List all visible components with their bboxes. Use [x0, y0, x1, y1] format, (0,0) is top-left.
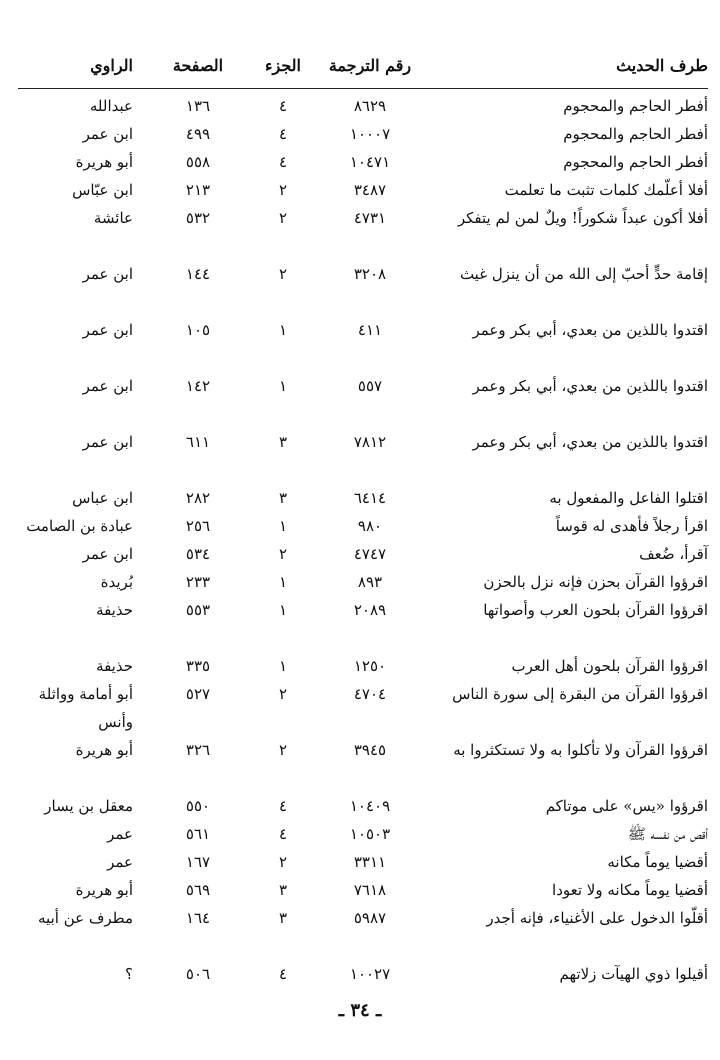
table-row: [18, 652, 708, 680]
cell-safha: ١٤٤: [185, 265, 211, 283]
cell-safha: ١٣٦: [185, 97, 211, 115]
cell-tarjama: ٦٤١٤: [353, 489, 387, 507]
cell-hadith: اقتدوا باللذين من بعدي، أبي بكر وعمر: [472, 321, 708, 339]
cell-rawi: أبو أمامة وواثلة وأنس: [38, 685, 133, 731]
cell-rawi: أبو هريرة: [75, 153, 133, 171]
cell-rawi: ابن عمر: [82, 377, 133, 395]
cell-tarjama: ٣٢٠٨: [353, 265, 387, 283]
cell-hadith: أقضيا يوماً مكانه: [607, 853, 708, 871]
table-row: [18, 204, 708, 260]
cell-juz: ٣: [278, 881, 288, 899]
cell-hadith: اقرؤوا القرآن ولا تأكلوا به ولا تستكثروا به: [453, 741, 708, 759]
cell-hadith: اقتلوا الفاعل والمفعول به: [549, 489, 708, 507]
table-row: [18, 736, 708, 792]
cell-hadith: أقيلوا ذوي الهيآت زلاتهم: [559, 965, 708, 983]
cell-rawi: عائشة: [93, 209, 133, 227]
cell-hadith: آقرأ، ضُعف: [639, 545, 708, 563]
table-row: [18, 176, 708, 204]
cell-tarjama: ٤١١: [357, 321, 383, 339]
table-row: [18, 372, 708, 428]
cell-hadith: أفطر الحاجم والمحجوم: [563, 97, 708, 115]
cell-juz: ١: [278, 657, 288, 675]
cell-juz: ٤: [278, 797, 288, 815]
cell-hadith: أقص من نفسه ﷺ: [627, 825, 708, 843]
cell-tarjama: ١٠٠٢٧: [349, 965, 391, 983]
cell-hadith: اقتدوا باللذين من بعدي، أبي بكر وعمر: [472, 377, 708, 395]
header-safha: الصفحة: [172, 56, 224, 75]
table-body: [18, 92, 708, 988]
cell-tarjama: ١٠٤٠٩: [349, 797, 391, 815]
cell-tarjama: ١٢٥٠: [353, 657, 387, 675]
cell-rawi: عمر: [107, 825, 133, 843]
cell-safha: ٥٠٦: [185, 965, 211, 983]
cell-rawi: بُريدة: [100, 573, 133, 591]
cell-tarjama: ٤٧٠٤: [353, 685, 387, 703]
cell-rawi: ابن عمر: [82, 433, 133, 451]
table-row: [18, 428, 708, 484]
cell-hadith: اقتدوا باللذين من بعدي، أبي بكر وعمر: [472, 433, 708, 451]
cell-tarjama: ٣٣١١: [353, 853, 387, 871]
table-header: [18, 50, 708, 82]
cell-juz: ١: [278, 601, 288, 619]
table-row: [18, 148, 708, 176]
cell-juz: ٤: [278, 965, 288, 983]
cell-rawi: ؟: [125, 965, 133, 983]
cell-hadith: أقضيا يوماً مكانه ولا تعودا: [552, 881, 708, 899]
cell-rawi: ابن عمر: [82, 125, 133, 143]
cell-tarjama: ٩٨٠: [357, 517, 383, 535]
cell-tarjama: ٥٥٧: [357, 377, 383, 395]
cell-juz: ٤: [278, 97, 288, 115]
cell-rawi: عبدالله: [89, 97, 133, 115]
table-row: [18, 848, 708, 876]
table-row: [18, 568, 708, 596]
cell-safha: ٢١٣: [185, 181, 211, 199]
table-row: [18, 904, 708, 960]
cell-juz: ٤: [278, 125, 288, 143]
cell-tarjama: ٧٨١٢: [353, 433, 387, 451]
cell-rawi: ابن عمر: [82, 545, 133, 563]
cell-tarjama: ٣٤٨٧: [353, 181, 387, 199]
cell-safha: ٦١١: [185, 433, 211, 451]
cell-safha: ٥٥٠: [185, 797, 211, 815]
cell-hadith: اقرأ رجلاً فأهدى له قوساً: [555, 517, 708, 535]
cell-rawi: ابن عبّاس: [72, 181, 133, 199]
cell-juz: ٢: [278, 265, 288, 283]
cell-juz: ١: [278, 517, 288, 535]
cell-safha: ٣٣٥: [185, 657, 211, 675]
header-hadith: طرف الحديث: [616, 56, 708, 75]
page-number: ـ ٣٤ ـ: [338, 1000, 382, 1021]
cell-hadith: اقرؤوا القرآن بلحون العرب وأصواتها: [483, 601, 708, 619]
cell-juz: ٢: [278, 853, 288, 871]
cell-tarjama: ٢٠٨٩: [353, 601, 387, 619]
cell-tarjama: ٣٩٤٥: [353, 741, 387, 759]
cell-rawi: حذيفة: [96, 601, 133, 619]
table-row: [18, 120, 708, 148]
cell-hadith: أفطر الحاجم والمحجوم: [563, 153, 708, 171]
cell-hadith: أفلا أعلّمك كلمات تثبت ما تعلمت: [504, 181, 708, 199]
cell-tarjama: ١٠٠٠٧: [349, 125, 391, 143]
cell-safha: ١٠٥: [185, 321, 211, 339]
table-row: [18, 960, 708, 988]
table-row: [18, 316, 708, 372]
cell-safha: ٢٥٦: [185, 517, 211, 535]
cell-rawi: عمر: [107, 853, 133, 871]
cell-hadith: أفلا أكون عبداً شكوراً! ويلٌ لمن لم يتفكر: [457, 209, 708, 227]
table-row: [18, 260, 708, 316]
table-row: [18, 92, 708, 120]
cell-safha: ٤٩٩: [185, 125, 211, 143]
header-tarjama: رقم الترجمة: [328, 56, 412, 75]
cell-tarjama: ١٠٤٧١: [349, 153, 391, 171]
cell-tarjama: ٨٦٢٩: [353, 97, 387, 115]
cell-rawi: حذيفة: [96, 657, 133, 675]
cell-juz: ٢: [278, 181, 288, 199]
cell-safha: ٥٥٣: [185, 601, 211, 619]
header-divider: [18, 88, 708, 89]
cell-safha: ١٦٧: [185, 853, 211, 871]
cell-hadith: أفطر الحاجم والمحجوم: [563, 125, 708, 143]
cell-hadith: اقرؤوا القرآن من البقرة إلى سورة الناس: [452, 685, 708, 703]
cell-tarjama: ١٠٥٠٣: [349, 825, 391, 843]
header-rawi: الراوي: [90, 56, 133, 75]
cell-safha: ٢٣٣: [185, 573, 211, 591]
cell-juz: ١: [278, 321, 288, 339]
cell-juz: ٣: [278, 433, 288, 451]
cell-tarjama: ٨٩٣: [357, 573, 383, 591]
cell-safha: ٥٢٧: [185, 685, 211, 703]
cell-safha: ٥٣٢: [185, 209, 211, 227]
cell-juz: ١: [278, 573, 288, 591]
cell-tarjama: ٤٧٣١: [353, 209, 387, 227]
cell-safha: ١٤٢: [185, 377, 211, 395]
cell-safha: ٥٣٤: [185, 545, 211, 563]
cell-rawi: عبادة بن الصامت: [26, 517, 133, 535]
header-juz: الجزء: [265, 56, 301, 75]
table-row: [18, 680, 708, 736]
table-row: [18, 512, 708, 540]
cell-tarjama: ٤٧٤٧: [353, 545, 387, 563]
cell-safha: ١٦٤: [185, 909, 211, 927]
cell-juz: ٤: [278, 153, 288, 171]
cell-safha: ٢٨٢: [185, 489, 211, 507]
cell-juz: ٢: [278, 741, 288, 759]
cell-hadith: اقرؤوا «يس» على موتاكم: [545, 797, 708, 815]
table-row: [18, 596, 708, 652]
cell-juz: ٢: [278, 685, 288, 703]
cell-safha: ٥٦١: [185, 825, 211, 843]
cell-rawi: معقل بن يسار: [44, 797, 133, 815]
table-row: [18, 820, 708, 848]
table-row: [18, 792, 708, 820]
cell-hadith: اقرؤوا القرآن بلحون أهل العرب: [511, 657, 708, 675]
cell-tarjama: ٥٩٨٧: [353, 909, 387, 927]
cell-safha: ٣٢٦: [185, 741, 211, 759]
cell-juz: ٣: [278, 489, 288, 507]
cell-tarjama: ٧٦١٨: [353, 881, 387, 899]
cell-juz: ١: [278, 377, 288, 395]
cell-juz: ٢: [278, 545, 288, 563]
cell-rawi: ابن عمر: [82, 265, 133, 283]
cell-hadith: اقرؤوا القرآن بحزن فإنه نزل بالحزن: [483, 573, 708, 591]
cell-juz: ٤: [278, 825, 288, 843]
table-row: [18, 540, 708, 568]
cell-hadith: أقلّوا الدخول على الأغنياء، فإنه أجدر: [486, 909, 708, 927]
table-row: [18, 876, 708, 904]
table-row: [18, 484, 708, 512]
cell-rawi: ابن عباس: [72, 489, 133, 507]
cell-safha: ٥٥٨: [185, 153, 211, 171]
cell-rawi: ابن عمر: [82, 321, 133, 339]
cell-rawi: أبو هريرة: [75, 741, 133, 759]
cell-juz: ٣: [278, 909, 288, 927]
cell-juz: ٢: [278, 209, 288, 227]
cell-rawi: مطرف عن أبيه: [38, 909, 133, 927]
cell-hadith: إقامة حدٍّ أحبّ إلى الله من أن ينزل غيث: [459, 265, 708, 283]
cell-safha: ٥٦٩: [185, 881, 211, 899]
cell-rawi: أبو هريرة: [75, 881, 133, 899]
